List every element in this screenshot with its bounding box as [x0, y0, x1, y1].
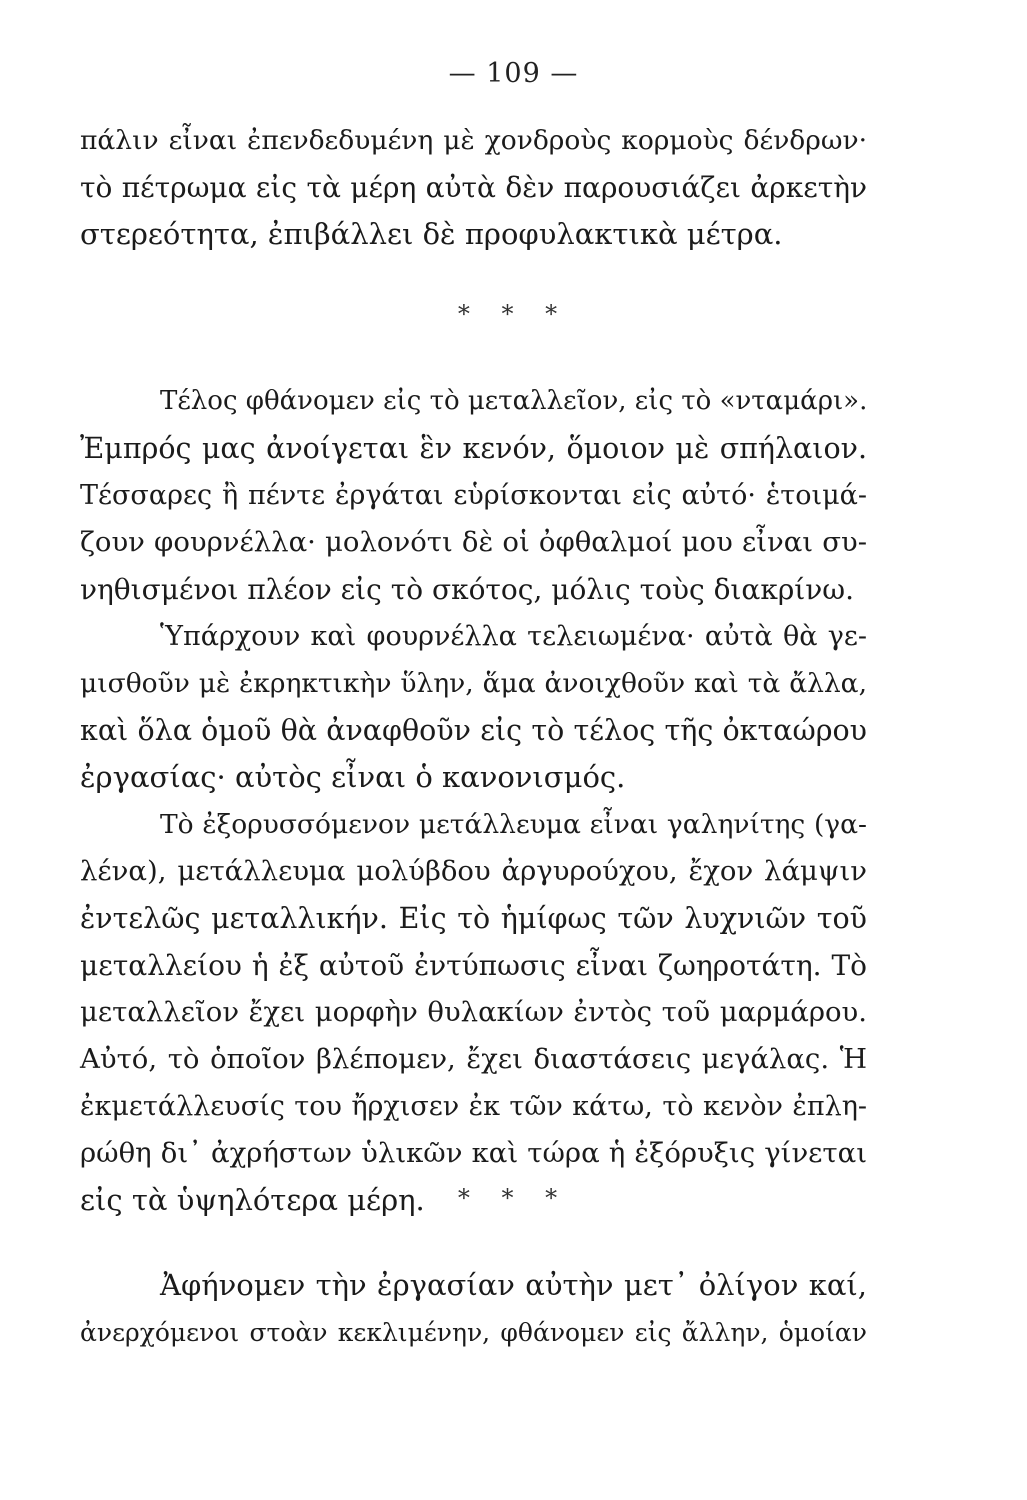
- paragraph-departure: [80, 1262, 867, 1356]
- text-line: τὸ πέτρωμα εἰς τὰ μέρη αὐτὰ δὲν παρουσιάζει ἀρκετὴν: [80, 171, 867, 204]
- section-separator: * * *: [457, 300, 570, 328]
- paragraph-continuation: [80, 117, 867, 258]
- text-line: Τὸ ἐξορυσσόμενον μετάλλευμα εἶναι γαληνίτης (γα-: [160, 809, 867, 840]
- text-line: Ἐμπρός μας ἀνοίγεται ἓν κενόν, ὅμοιον μὲ σπήλαιον.: [80, 432, 867, 465]
- page-number: — 109 —: [448, 58, 579, 89]
- text-line: Τέσσαρες ἢ πέντε ἐργάται εὑρίσκονται εἰς αὐτό· ἑτοιμά-: [80, 480, 867, 511]
- text-line: Ἀφήνομεν τὴν ἐργασίαν αὐτὴν μετ᾽ ὀλίγον καί,: [160, 1268, 867, 1302]
- text-line: νηθισμένοι πλέον εἰς τὸ σκότος, μόλις τοὺς διακρίνω.: [80, 573, 855, 606]
- text-line: ρώθη δι᾽ ἀχρήστων ὑλικῶν καὶ τώρα ἡ ἐξόρυξις γίνεται: [80, 1137, 867, 1169]
- text-line: εἰς τὰ ὑψηλότερα μέρη.: [80, 1183, 425, 1217]
- text-line: μεταλλείου ἡ ἐξ αὐτοῦ ἐντύπωσις εἶναι ζωηροτάτη. Τὸ: [80, 949, 867, 982]
- text-line: Τέλος φθάνομεν εἰς τὸ μεταλλεῖον, εἰς τὸ «νταμάρι».: [160, 386, 868, 416]
- section-separator: * * *: [457, 1184, 570, 1212]
- text-line: ἐργασίας· αὐτὸς εἶναι ὁ κανονισμός.: [80, 760, 626, 794]
- text-line: ζουν φουρνέλλα· μολονότι δὲ οἱ ὀφθαλμοί μου εἶναι συ-: [80, 526, 867, 558]
- text-line: ἀνερχόμενοι στοὰν κεκλιμένην, φθάνομεν εἰς ἄλλην, ὁμοίαν: [80, 1318, 867, 1347]
- paragraph-mine: [80, 378, 867, 1224]
- text-line: καὶ ὅλα ὁμοῦ θὰ ἀναφθοῦν εἰς τὸ τέλος τῆς ὀκταώρου: [80, 714, 867, 747]
- text-line: ἐντελῶς μεταλλικήν. Εἰς τὸ ἡμίφως τῶν λυχνιῶν τοῦ: [80, 902, 867, 935]
- text-line: λένα), μετάλλευμα μολύβδου ἀργυρούχου, ἔχον λάμψιν: [80, 855, 867, 887]
- text-line: στερεότητα, ἐπιβάλλει δὲ προφυλακτικὰ μέτρα.: [80, 217, 783, 251]
- text-line: μισθοῦν μὲ ἐκρηκτικὴν ὕλην, ἅμα ἀνοιχθοῦν καὶ τὰ ἄλλα,: [80, 668, 867, 699]
- text-line: πάλιν εἶναι ἐπενδεδυμένη μὲ χονδροὺς κορμοὺς δένδρων·: [80, 125, 867, 156]
- text-line: Αὐτό, τὸ ὁποῖον βλέπομεν, ἔχει διαστάσεις μεγάλας. Ἡ: [80, 1043, 867, 1075]
- text-line: Ὑπάρχουν καὶ φουρνέλλα τελειωμένα· αὐτὰ θὰ γε-: [160, 621, 867, 652]
- text-line: μεταλλεῖον ἔχει μορφὴν θυλακίων ἐντὸς τοῦ μαρμάρου.: [80, 996, 867, 1028]
- text-line: ἐκμετάλλευσίς του ἤρχισεν ἐκ τῶν κάτω, τὸ κενὸν ἐπλη-: [80, 1091, 867, 1122]
